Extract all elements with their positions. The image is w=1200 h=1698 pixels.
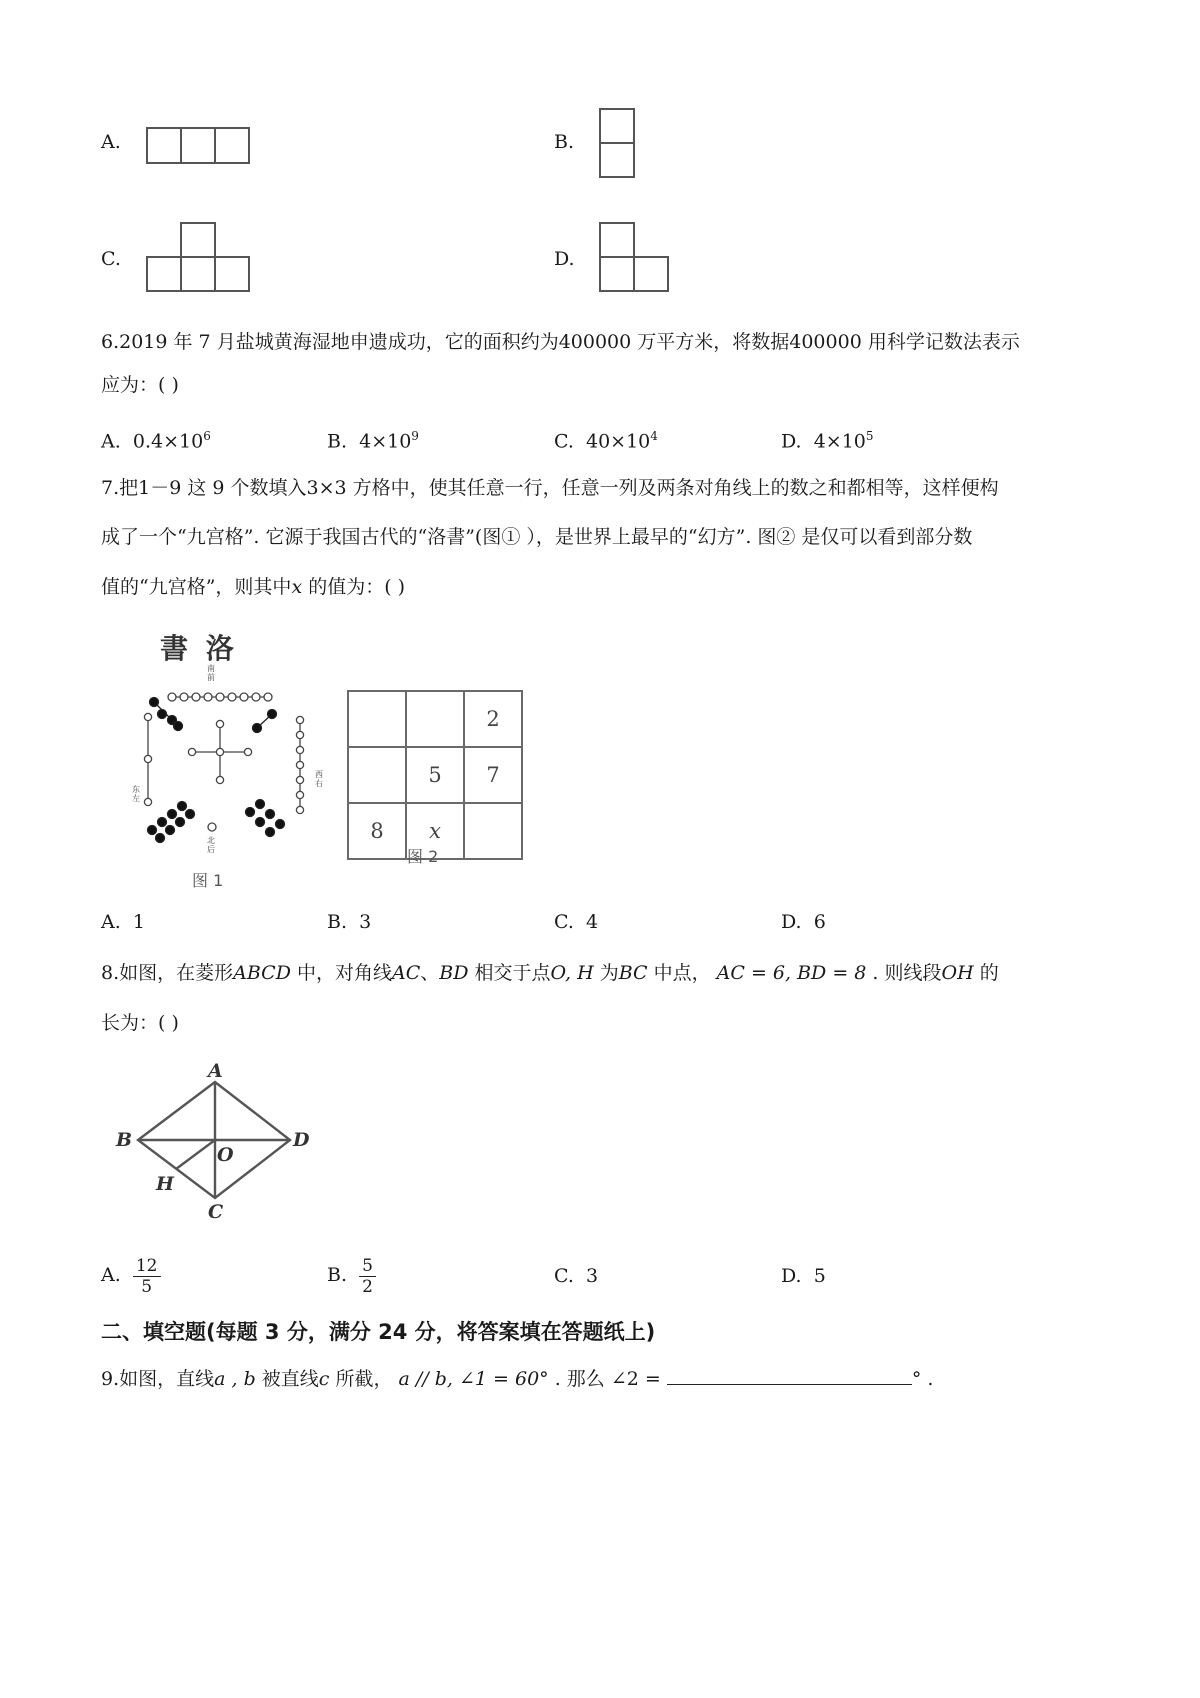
fig2-caption: 图 2 [407,847,439,866]
luoshu-side-bottom: 北后 [207,836,215,854]
q6-option-a: A. $0.4\times 10^6$ [101,429,211,453]
q8-stem-line1: 8.如图，在菱形ABCD 中，对角线AC、BD 相交于点O, H 为BC 中点， AC = 6, BD = 8 . 则线段OH 的 [101,962,999,984]
grid-cell: x [406,803,464,859]
answer-blank[interactable] [667,1366,912,1385]
q6-option-c: C. $40\times 10^4$ [554,429,658,453]
grid-cell [464,803,522,859]
q7-option-b: B. 3 [327,911,372,933]
q7-option-d: D. 6 [781,911,826,933]
q9-stem: 9.如图，直线a , b 被直线c 所截， a // b, ∠1 = 60° . 那么 ∠2 = ° . [101,1368,934,1390]
point-label-h: H [156,1173,174,1195]
luoshu-side-top: 南前 [207,664,215,682]
fraction-12-5: $\frac{12}{5}$ [133,1256,161,1297]
q5-option-c-label: C. [101,248,121,270]
grid-cell: 8 [348,803,406,859]
luoshu-side-right: 西右 [315,770,323,788]
q8-stem-line2: 长为：( ) [101,1012,179,1034]
point-label-d: D [293,1129,310,1151]
section-heading-fill-in: 二、填空题(每题 3 分，满分 24 分，将答案填在答题纸上) [101,1320,656,1344]
q5-option-b-label: B. [554,131,575,153]
luoshu-title: 書 洛 [160,632,238,665]
fig1-caption: 图 1 [192,871,224,890]
nine-grid-figure [347,690,523,866]
q8-option-c: C. 3 [554,1265,599,1287]
luoshu-dots-diagram [130,662,330,867]
fraction-5-2: $\frac{5}{2}$ [359,1256,376,1297]
q5-option-d-label: D. [554,248,575,270]
q8-option-a: A. $\frac{12}{5}$ [101,1252,161,1298]
grid-cell [406,691,464,747]
q6-option-d: D. $4\times 10^5$ [781,429,874,453]
point-label-c: C [208,1201,224,1223]
q7-option-c: C. 4 [554,911,599,933]
q7-option-a: A. 1 [101,911,145,933]
nine-grid [347,690,523,860]
q6-stem-line2: 应为：( ) [101,374,179,396]
q6-option-b: B. $4\times 10^9$ [327,429,419,453]
grid-cell [348,691,406,747]
point-label-o: O [217,1144,234,1166]
q8-option-b: B. $\frac{5}{2}$ [327,1252,376,1298]
rhombus-figure [112,1060,322,1230]
grid-cell: 5 [406,747,464,803]
q6-stem-line1: 6.2019 年 7 月盐城黄海湿地申遗成功，它的面积约为400000 万平方米，将数据400000 用科学记数法表示 [101,331,1020,353]
luoshu-side-left: 东左 [132,785,140,803]
luoshu-figure [130,622,330,892]
q8-option-d: D. 5 [781,1265,826,1287]
point-label-a: A [208,1060,223,1082]
q7-stem-line1: 7.把1－9 这 9 个数填入3×3 方格中，使其任意一行，任意一列及两条对角线上的数之和都相等，这样便构 [101,477,999,499]
q7-stem-line3: 值的“九宫格”，则其中x 的值为：( ) [101,576,406,598]
point-label-b: B [116,1129,133,1151]
q5-option-a-label: A. [101,131,121,153]
grid-cell: 7 [464,747,522,803]
grid-cell [348,747,406,803]
q7-stem-line2: 成了一个“九宫格”. 它源于我国古代的“洛書”(图① ），是世界上最早的“幻方”. 图② 是仅可以看到部分数 [101,526,973,548]
grid-cell: 2 [464,691,522,747]
